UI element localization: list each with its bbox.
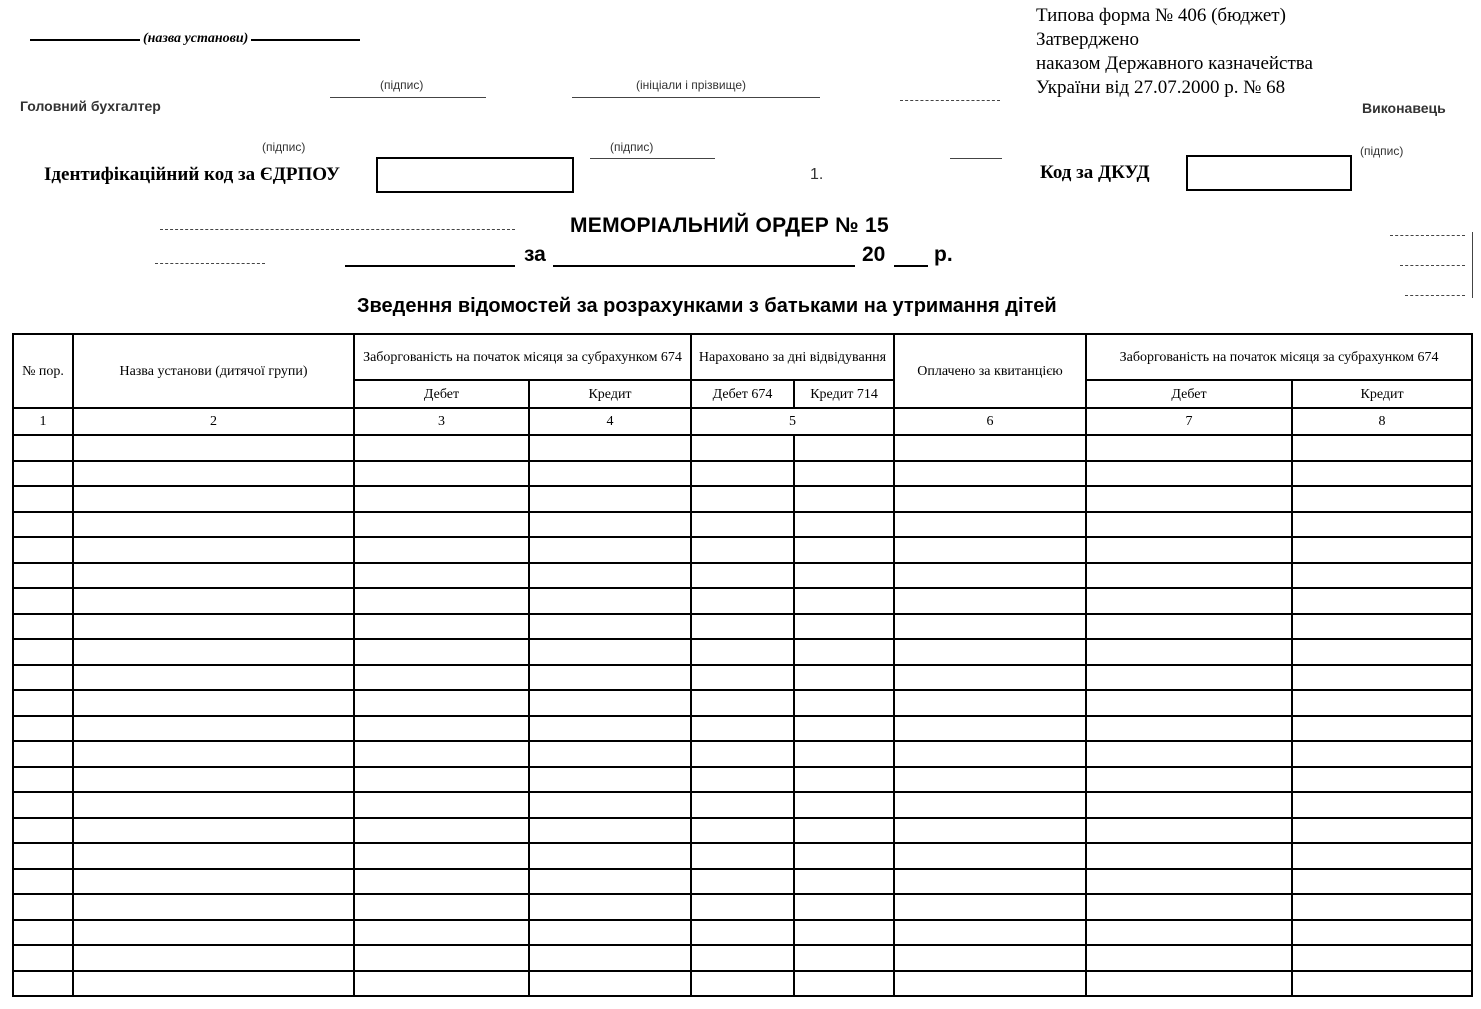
cell-debt-debit[interactable] [354,894,529,920]
cell-institution-name[interactable] [73,792,354,818]
cell-accrued-credit-714[interactable] [794,792,894,818]
cell-end-credit[interactable] [1292,537,1472,563]
header-paid: Оплачено за квитанцією [894,334,1086,408]
cell-end-credit[interactable] [1292,945,1472,971]
cell-debt-debit[interactable] [354,945,529,971]
cell-debt-debit[interactable] [354,971,529,997]
cell-end-debit[interactable] [1086,741,1292,767]
cell-accrued-credit-714[interactable] [794,920,894,946]
cell-institution-name[interactable] [73,818,354,844]
approval-date: України від 27.07.2000 р. № 68 [1036,77,1286,98]
institution-caption: (назва установи) [140,31,251,47]
cell-institution-name[interactable] [73,486,354,512]
cell-debt-debit[interactable] [354,920,529,946]
header-credit-2: Кредит [1292,380,1472,408]
cell-row-number[interactable] [13,894,73,920]
cell-end-credit[interactable] [1292,741,1472,767]
cell-institution-name[interactable] [73,690,354,716]
cell-debt-credit[interactable] [529,843,691,869]
cell-paid[interactable] [894,843,1086,869]
cell-end-debit[interactable] [1086,486,1292,512]
cell-accrued-credit-714[interactable] [794,894,894,920]
cell-paid[interactable] [894,716,1086,742]
order-blank-line[interactable] [345,265,515,267]
table-row [13,818,1472,844]
cell-paid[interactable] [894,690,1086,716]
header-row-number: № пор. [13,334,73,408]
cell-paid[interactable] [894,792,1086,818]
cell-accrued-credit-714[interactable] [794,869,894,895]
dkud-label: Код за ДКУД [1040,162,1150,183]
cell-institution-name[interactable] [73,869,354,895]
cell-institution-name[interactable] [73,894,354,920]
cell-paid[interactable] [894,639,1086,665]
cell-debt-credit[interactable] [529,971,691,997]
table-row [13,512,1472,538]
cell-debt-debit[interactable] [354,716,529,742]
cell-accrued-credit-714[interactable] [794,945,894,971]
page-title: МЕМОРІАЛЬНИЙ ОРДЕР № 15 [570,214,889,237]
ghost-number: 1. [810,166,824,183]
cell-accrued-debit-674[interactable] [691,894,794,920]
cell-institution-name[interactable] [73,920,354,946]
cell-institution-name[interactable] [73,537,354,563]
cell-debt-credit[interactable] [529,945,691,971]
cell-end-debit[interactable] [1086,435,1292,461]
cell-end-credit[interactable] [1292,792,1472,818]
cell-row-number[interactable] [13,741,73,767]
cell-row-number[interactable] [13,461,73,487]
header-credit-1: Кредит [529,380,691,408]
ledger-table [12,333,1473,997]
cell-debt-credit[interactable] [529,486,691,512]
cell-debt-debit[interactable] [354,818,529,844]
cell-paid[interactable] [894,869,1086,895]
table-row [13,971,1472,997]
cell-row-number[interactable] [13,792,73,818]
cell-accrued-credit-714[interactable] [794,716,894,742]
cell-debt-credit[interactable] [529,869,691,895]
cell-end-credit[interactable] [1292,818,1472,844]
cell-row-number[interactable] [13,767,73,793]
cell-debt-debit[interactable] [354,435,529,461]
approval-form-number: Типова форма № 406 (бюджет) [1036,5,1286,26]
table-row [13,435,1472,461]
cell-row-number[interactable] [13,818,73,844]
cell-debt-credit[interactable] [529,512,691,538]
cell-debt-debit[interactable] [354,741,529,767]
cell-paid[interactable] [894,486,1086,512]
cell-debt-debit[interactable] [354,512,529,538]
cell-end-debit[interactable] [1086,843,1292,869]
cell-end-debit[interactable] [1086,716,1292,742]
column-number: 4 [529,408,691,435]
cell-debt-debit[interactable] [354,767,529,793]
cell-accrued-credit-714[interactable] [794,971,894,997]
cell-end-debit[interactable] [1086,588,1292,614]
period-field[interactable] [553,265,855,267]
header-credit-714: Кредит 714 [794,380,894,408]
cell-debt-debit[interactable] [354,665,529,691]
cell-paid[interactable] [894,894,1086,920]
cell-end-credit[interactable] [1292,843,1472,869]
cell-row-number[interactable] [13,614,73,640]
cell-institution-name[interactable] [73,639,354,665]
date-for-label: за [524,243,546,266]
cell-debt-credit[interactable] [529,690,691,716]
cell-paid[interactable] [894,920,1086,946]
table-row [13,843,1472,869]
cell-accrued-credit-714[interactable] [794,537,894,563]
cell-end-debit[interactable] [1086,971,1292,997]
cell-end-debit[interactable] [1086,512,1292,538]
cell-institution-name[interactable] [73,843,354,869]
cell-accrued-credit-714[interactable] [794,690,894,716]
cell-accrued-debit-674[interactable] [691,971,794,997]
cell-paid[interactable] [894,818,1086,844]
cell-end-credit[interactable] [1292,563,1472,589]
ghost-caption-executor: Виконавець [1362,100,1446,116]
table-row [13,945,1472,971]
ghost-caption-signature: (підпис) [380,78,424,92]
cell-accrued-debit-674[interactable] [691,945,794,971]
cell-debt-credit[interactable] [529,461,691,487]
cell-end-credit[interactable] [1292,665,1472,691]
cell-row-number[interactable] [13,869,73,895]
cell-paid[interactable] [894,971,1086,997]
cell-paid[interactable] [894,512,1086,538]
table-row [13,461,1472,487]
cell-end-credit[interactable] [1292,716,1472,742]
cell-row-number[interactable] [13,537,73,563]
cell-end-debit[interactable] [1086,690,1292,716]
header-debit-1: Дебет [354,380,529,408]
column-number: 3 [354,408,529,435]
table-row [13,894,1472,920]
approval-block [1036,4,1313,100]
cell-accrued-credit-714[interactable] [794,741,894,767]
cell-institution-name[interactable] [73,716,354,742]
table-row [13,741,1472,767]
cell-debt-debit[interactable] [354,792,529,818]
cell-accrued-credit-714[interactable] [794,486,894,512]
cell-row-number[interactable] [13,512,73,538]
cell-accrued-credit-714[interactable] [794,563,894,589]
cell-paid[interactable] [894,741,1086,767]
cell-accrued-debit-674[interactable] [691,614,794,640]
cell-accrued-debit-674[interactable] [691,639,794,665]
cell-institution-name[interactable] [73,741,354,767]
cell-end-credit[interactable] [1292,512,1472,538]
cell-paid[interactable] [894,537,1086,563]
cell-accrued-credit-714[interactable] [794,639,894,665]
cell-institution-name[interactable] [73,665,354,691]
cell-debt-credit[interactable] [529,588,691,614]
cell-accrued-debit-674[interactable] [691,435,794,461]
cell-debt-credit[interactable] [529,563,691,589]
cell-debt-credit[interactable] [529,639,691,665]
cell-row-number[interactable] [13,843,73,869]
cell-end-credit[interactable] [1292,435,1472,461]
dkud-code-field[interactable] [1186,155,1352,191]
cell-accrued-credit-714[interactable] [794,435,894,461]
cell-end-debit[interactable] [1086,563,1292,589]
cell-end-debit[interactable] [1086,665,1292,691]
header-debt-start-1: Заборгованість на початок місяця за субрахунком 674 [354,334,691,380]
table-row [13,537,1472,563]
cell-accrued-debit-674[interactable] [691,741,794,767]
cell-debt-debit[interactable] [354,563,529,589]
ghost-caption-row2-left: (підпис) [262,140,306,154]
cell-row-number[interactable] [13,486,73,512]
cell-end-debit[interactable] [1086,792,1292,818]
year-field[interactable] [894,265,928,267]
cell-end-debit[interactable] [1086,920,1292,946]
approval-approved: Затверджено [1036,29,1139,50]
subtitle: Зведення відомостей за розрахунками з батьками на утримання дітей [357,295,1057,317]
cell-accrued-credit-714[interactable] [794,767,894,793]
cell-end-debit[interactable] [1086,869,1292,895]
edrpou-code-field[interactable] [376,157,574,193]
cell-end-credit[interactable] [1292,588,1472,614]
cell-institution-name[interactable] [73,512,354,538]
cell-end-debit[interactable] [1086,767,1292,793]
cell-debt-debit[interactable] [354,639,529,665]
ledger-body [13,435,1472,996]
cell-row-number[interactable] [13,971,73,997]
column-number: 5 [691,408,894,435]
cell-institution-name[interactable] [73,945,354,971]
cell-paid[interactable] [894,435,1086,461]
cell-end-credit[interactable] [1292,920,1472,946]
cell-accrued-credit-714[interactable] [794,512,894,538]
cell-end-credit[interactable] [1292,461,1472,487]
header-institution-name: Назва установи (дитячої групи) [73,334,354,408]
cell-row-number[interactable] [13,690,73,716]
header-accrued: Нараховано за дні відвідування [691,334,894,380]
ghost-caption-initials: (ініціали і прізвище) [636,78,747,92]
cell-end-debit[interactable] [1086,894,1292,920]
cell-debt-debit[interactable] [354,869,529,895]
cell-accrued-credit-714[interactable] [794,665,894,691]
header-debit-674: Дебет 674 [691,380,794,408]
cell-accrued-debit-674[interactable] [691,512,794,538]
approval-order: наказом Державного казначейства [1036,53,1313,74]
cell-end-credit[interactable] [1292,690,1472,716]
cell-paid[interactable] [894,614,1086,640]
cell-debt-credit[interactable] [529,614,691,640]
cell-accrued-debit-674[interactable] [691,920,794,946]
cell-accrued-debit-674[interactable] [691,690,794,716]
cell-end-debit[interactable] [1086,945,1292,971]
cell-row-number[interactable] [13,665,73,691]
cell-debt-debit[interactable] [354,843,529,869]
edrpou-label: Ідентифікаційний код за ЄДРПОУ [44,164,340,185]
cell-end-debit[interactable] [1086,818,1292,844]
table-row [13,690,1472,716]
cell-paid[interactable] [894,945,1086,971]
table-row [13,869,1472,895]
cell-paid[interactable] [894,665,1086,691]
table-row [13,767,1472,793]
cell-institution-name[interactable] [73,971,354,997]
cell-accrued-debit-674[interactable] [691,588,794,614]
cell-end-debit[interactable] [1086,461,1292,487]
table-row [13,716,1472,742]
cell-accrued-credit-714[interactable] [794,843,894,869]
cell-row-number[interactable] [13,945,73,971]
cell-end-credit[interactable] [1292,767,1472,793]
column-number: 1 [13,408,73,435]
cell-row-number[interactable] [13,716,73,742]
cell-paid[interactable] [894,461,1086,487]
cell-accrued-debit-674[interactable] [691,665,794,691]
table-row [13,920,1472,946]
cell-accrued-debit-674[interactable] [691,461,794,487]
ghost-caption-row2-mid: (підпис) [610,140,654,154]
cell-debt-debit[interactable] [354,614,529,640]
cell-debt-debit[interactable] [354,461,529,487]
cell-accrued-credit-714[interactable] [794,818,894,844]
table-row [13,563,1472,589]
cell-accrued-debit-674[interactable] [691,843,794,869]
cell-accrued-debit-674[interactable] [691,563,794,589]
cell-end-debit[interactable] [1086,537,1292,563]
column-number: 6 [894,408,1086,435]
cell-debt-credit[interactable] [529,792,691,818]
cell-paid[interactable] [894,563,1086,589]
cell-row-number[interactable] [13,639,73,665]
cell-end-debit[interactable] [1086,639,1292,665]
cell-accrued-debit-674[interactable] [691,486,794,512]
cell-institution-name[interactable] [73,435,354,461]
cell-row-number[interactable] [13,435,73,461]
cell-accrued-debit-674[interactable] [691,716,794,742]
cell-debt-credit[interactable] [529,716,691,742]
cell-institution-name[interactable] [73,588,354,614]
year-suffix: р. [934,243,953,266]
cell-accrued-debit-674[interactable] [691,767,794,793]
cell-accrued-credit-714[interactable] [794,588,894,614]
column-number: 8 [1292,408,1472,435]
table-row [13,792,1472,818]
cell-institution-name[interactable] [73,614,354,640]
table-row [13,639,1472,665]
cell-end-credit[interactable] [1292,614,1472,640]
cell-end-credit[interactable] [1292,869,1472,895]
cell-accrued-debit-674[interactable] [691,537,794,563]
cell-debt-credit[interactable] [529,537,691,563]
cell-accrued-debit-674[interactable] [691,818,794,844]
table-row [13,486,1472,512]
cell-debt-debit[interactable] [354,588,529,614]
header-debit-2: Дебет [1086,380,1292,408]
cell-debt-credit[interactable] [529,920,691,946]
cell-institution-name[interactable] [73,767,354,793]
cell-row-number[interactable] [13,920,73,946]
cell-accrued-credit-714[interactable] [794,461,894,487]
cell-debt-credit[interactable] [529,741,691,767]
column-number: 2 [73,408,354,435]
cell-end-credit[interactable] [1292,894,1472,920]
table-row [13,665,1472,691]
cell-accrued-debit-674[interactable] [691,869,794,895]
cell-row-number[interactable] [13,563,73,589]
table-row [13,614,1472,640]
cell-end-debit[interactable] [1086,614,1292,640]
cell-debt-credit[interactable] [529,894,691,920]
cell-paid[interactable] [894,588,1086,614]
table-row [13,588,1472,614]
cell-institution-name[interactable] [73,461,354,487]
cell-accrued-debit-674[interactable] [691,792,794,818]
column-number: 7 [1086,408,1292,435]
header-debt-start-2: Заборгованість на початок місяця за субрахунком 674 [1086,334,1472,380]
year-prefix: 20 [862,243,886,266]
cell-debt-debit[interactable] [354,537,529,563]
cell-end-credit[interactable] [1292,486,1472,512]
cell-paid[interactable] [894,767,1086,793]
cell-accrued-credit-714[interactable] [794,614,894,640]
cell-debt-debit[interactable] [354,486,529,512]
ghost-caption-accountant: Головний бухгалтер [20,98,161,114]
ghost-caption-row2-right: (підпис) [1360,144,1404,158]
cell-debt-credit[interactable] [529,818,691,844]
cell-debt-credit[interactable] [529,767,691,793]
cell-row-number[interactable] [13,588,73,614]
cell-institution-name[interactable] [73,563,354,589]
cell-debt-credit[interactable] [529,435,691,461]
cell-end-credit[interactable] [1292,971,1472,997]
cell-end-credit[interactable] [1292,639,1472,665]
cell-debt-debit[interactable] [354,690,529,716]
cell-debt-credit[interactable] [529,665,691,691]
